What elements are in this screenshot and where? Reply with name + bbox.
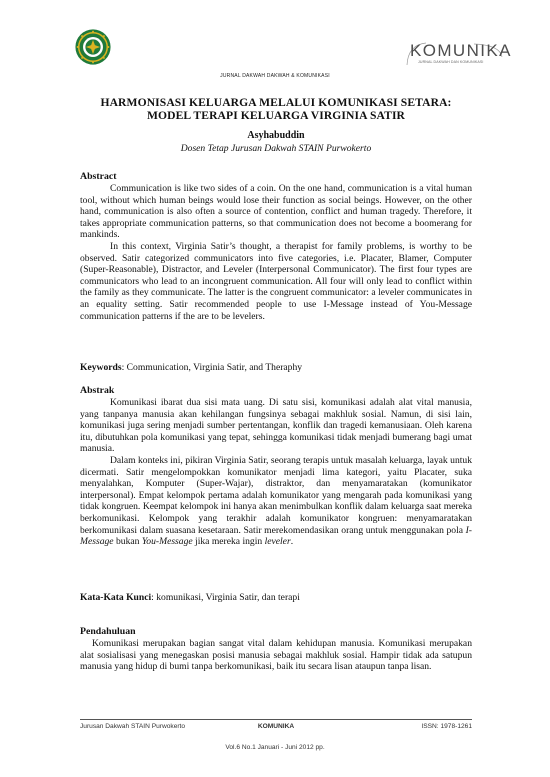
article-title: [80, 96, 472, 122]
komunika-logo: [404, 41, 512, 71]
brand-name: KOMUNIKA: [410, 41, 512, 60]
abstract-paragraph-1: Communication is like two sides of a coin. On the one hand, communication is a vital human tool, without which human beings would lose their function as social beings. However, on the other hand, communication is also often a source of contention, conflict and human tragedy. Therefore, it takes appropriate communication patterns, so that communication does not become a boomerang for mankinds.: [80, 183, 472, 241]
institution-emblem-icon: [74, 28, 112, 66]
keywords-text: : Communication, Virginia Satir, and Theraphy: [121, 362, 303, 373]
footer-journal: KOMUNIKA: [257, 723, 295, 730]
keywords-label: Keywords: [80, 362, 122, 373]
abstrak-p2-mid: bukan: [113, 536, 142, 548]
you-message-term: You-Message: [141, 536, 193, 548]
abstract-heading: Abstract: [80, 171, 117, 182]
intro-paragraph-1: Komunikasi merupakan bagian sangat vital dalam kehidupan manusia. Komunikasi merupakan alat sosialisasi yang menegaskan posisi manusia sebagai makhluk sosial. Hampir tidak ada satupun manusia yang hidup di bumi tanpa berkomunikasi, baik itu secara lisan ataupun tanpa lisan.: [80, 638, 472, 673]
abstrak-p2-end: jika mereka ingin: [192, 536, 265, 548]
author-name: Asyhabuddin: [247, 130, 305, 141]
abstrak-p2-text: Dalam konteks ini, pikiran Virginia Satir, seorang terapis untuk masalah keluarga, layak untuk dicermati. Satir mengelompokkan komunikator menjadi lima kategori, yaitu Placater, suka menyalahkan, Komputer (Super-Wajar), distraktor, dan menyamaratakan (komunikator interpersonal). Empat kelompok pertama adalah komunikator yang mengarah pada komunikasi yang tidak kongruen. Keempat kelompok ini hanya akan menimbulkan konflik dalam keluarga saat mereka berkomunikasi. Kelompok yang terakhir adalah komunikator kongruen: menyamaratakan berkomunikasi dalam suasana kesetaraan. Satir merekomendasikan orang untuk menggunakan pola: [80, 454, 472, 536]
abstract-english: [80, 171, 472, 322]
abstrak-paragraph-1: Komunikasi ibarat dua sisi mata uang. Di satu sisi, komunikasi adalah alat vital manusia, yang tanpanya manusia akan kehilangan fungsinya sebagai makhluk sosial. Namun, di sisi lain, komunikasi juga sering menjadi sumber pertentangan, konflik dan tragedi kemanusiaan. Oleh karena itu, dibutuhkan pola komunikasi yang tepat, sehingga komunikasi tidak menjadi bumerang bagi umat manusia.: [80, 397, 472, 455]
i-message-term: I-Message: [80, 524, 472, 548]
introduction-section: [80, 626, 472, 673]
abstrak-heading: Abstrak: [80, 385, 115, 396]
kata-kunci-label: Kata-Kata Kunci: [80, 592, 152, 603]
brand-subtitle: JURNAL DAKWAH DAN KOMUNIKASI: [418, 60, 484, 64]
abstrak-p2-period: .: [290, 536, 294, 548]
kata-kunci-text: : komunikasi, Virginia Satir, dan terapi: [151, 592, 300, 603]
keywords-indonesian: [80, 592, 472, 604]
abstract-paragraph-2: In this context, Virginia Satir’s thought, a therapist for family problems, is worthy to be observed. Satir categorized communicators into five categories, i.e. Placater, Blamer, Computer (Super-Reasonable), Distractor, and Leveler (Interpersonal Communicator). The first four types are communicators who lead to an incongruent communication. All four will only lead to conflict within the family as they communicate. The latter is the congruent communicator: a leveler communicates in an equality setting. Satir recommended people to use I-Message instead of You-Message communication patterns if the are to be levelers.: [80, 240, 472, 322]
journal-name-line: JURNAL DAKWAH DAKWAH & KOMUNIKASI: [220, 73, 330, 79]
footer-issn: ISSN: 1978-1261: [421, 723, 472, 730]
leveler-term: leveler: [264, 536, 291, 548]
author-affiliation: Dosen Tetap Jurusan Dakwah STAIN Purwokerto: [180, 143, 372, 154]
page-header: [0, 0, 550, 86]
footer-volume: Vol.6 No.1 Januari - Juni 2012 pp.: [225, 744, 325, 751]
intro-heading: Pendahuluan: [80, 626, 136, 637]
footer-divider: [80, 719, 472, 720]
keywords-english: [80, 362, 472, 374]
page-footer: [80, 723, 472, 733]
abstract-indonesian: [80, 385, 472, 548]
title-line-2: MODEL TERAPI KELUARGA VIRGINIA SATIR: [146, 109, 406, 122]
abstrak-paragraph-2: [80, 455, 472, 548]
title-line-1: HARMONISASI KELUARGA MELALUI KOMUNIKASI SETARA:: [100, 96, 452, 109]
footer-department: Jurusan Dakwah STAIN Purwokerto: [80, 723, 186, 730]
